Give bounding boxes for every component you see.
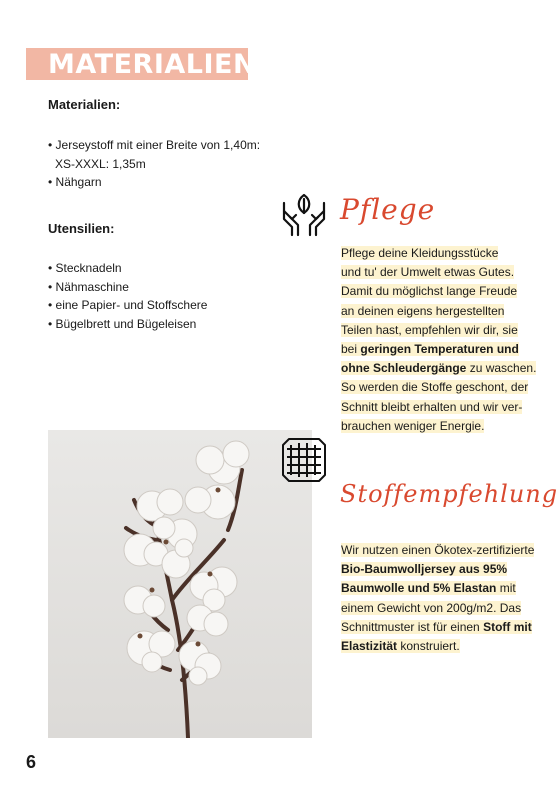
cotton-branch-illustration [48, 430, 312, 738]
materials-list [48, 136, 260, 192]
text-line [341, 581, 516, 595]
list-item: XS-XXXL: 1,35m [55, 156, 146, 171]
list-item: • eine Papier- und Stoffschere [48, 298, 208, 312]
cotton-branch-photo [48, 430, 312, 738]
list-item: • Nähmaschine [48, 279, 129, 294]
care-text [341, 244, 553, 436]
text-line: Schnitt bleibt erhalten und wir ver- [341, 399, 523, 414]
bold-run: geringen Temperaturen und [360, 342, 519, 357]
fabric-title: Stoffempfehlung [340, 480, 558, 508]
text-run: mit [496, 581, 516, 596]
materials-heading: Materialien: [48, 97, 121, 112]
fabric-weave-icon [279, 435, 329, 485]
care-title: Pflege [340, 193, 436, 226]
list-item: • Jerseystoff mit einer Breite von 1,40m: [48, 138, 261, 152]
text-line: Pflege deine Kleidungsstücke [341, 246, 499, 260]
text-line: So werden die Stoffe geschont, der [341, 380, 529, 395]
list-item: • Nähgarn [48, 175, 102, 189]
bold-run: Bio-Baumwolljersey aus 95% [341, 562, 508, 577]
bold-run: ohne Schleudergänge [341, 361, 467, 376]
bold-run: Baumwolle und 5% Elastan [341, 581, 497, 596]
text-line: brauchen weniger Energie. [341, 418, 485, 433]
text-line: und tu' der Umwelt etwas Gutes. [341, 265, 515, 280]
text-run: konstruiert. [397, 639, 460, 654]
text-run: bei [341, 342, 361, 357]
page-title: MATERIALIEN [48, 49, 257, 80]
text-line: Damit du möglichst lange Freude [341, 284, 518, 299]
text-line [341, 342, 519, 356]
bold-run: Stoff mit [483, 619, 532, 634]
text-line: Wir nutzen einen Ökotex-zertifizierte [341, 543, 535, 557]
fabric-text [341, 541, 553, 656]
page-number: 6 [26, 752, 37, 772]
text-line: einem Gewicht von 200g/m2. Das [341, 600, 522, 615]
text-line: Teilen hast, empfehlen wir dir, sie [341, 322, 518, 337]
text-line [341, 361, 536, 375]
title-banner [26, 48, 257, 80]
text-line [341, 620, 532, 634]
list-item: • Stecknadeln [48, 261, 122, 275]
list-item: • Bügelbrett und Bügeleisen [48, 316, 197, 331]
bold-run: Elastizität [341, 639, 398, 654]
hands-leaf-icon [280, 189, 328, 237]
tools-list [48, 259, 207, 333]
text-run: zu waschen. [466, 361, 537, 376]
text-line [341, 639, 460, 653]
text-run: Schnittmuster ist für einen [341, 619, 484, 634]
tools-heading: Utensilien: [48, 221, 115, 236]
text-line: an deinen eigens hergestellten [341, 303, 505, 318]
text-line [341, 562, 507, 576]
